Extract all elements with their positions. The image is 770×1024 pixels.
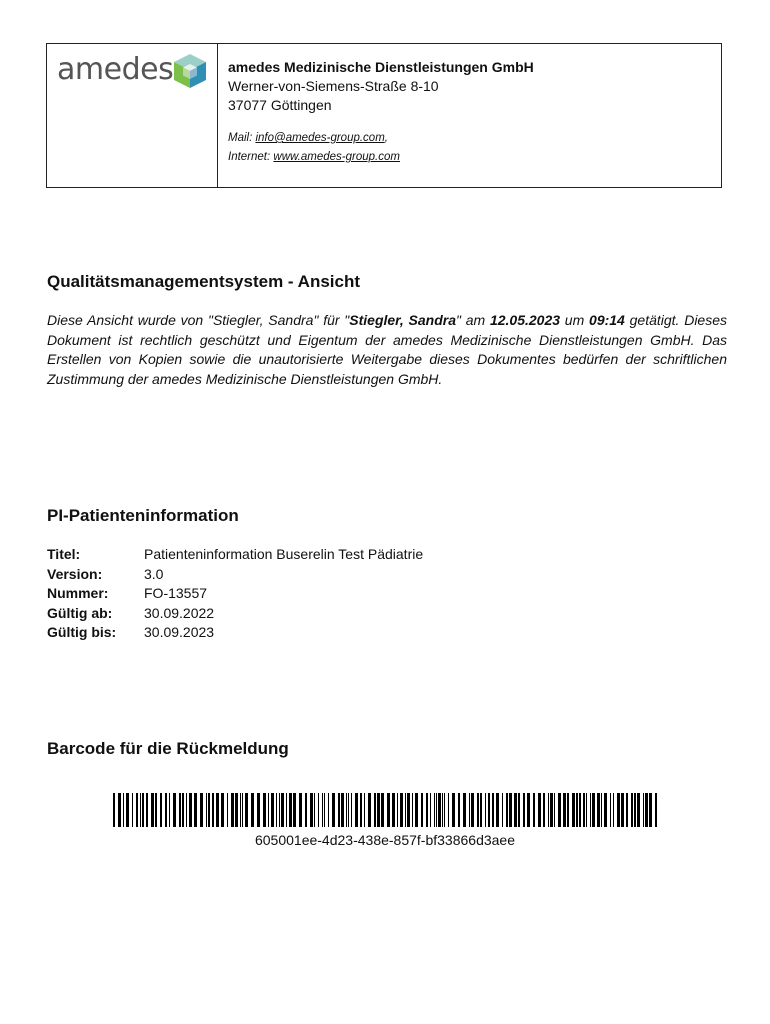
mail-link[interactable]: info@amedes-group.com [255,132,385,144]
meta-label: Version: [47,565,103,582]
barcode-image [113,793,657,827]
company-city: 37077 Göttingen [228,97,332,113]
meta-label: Titel: [47,546,81,562]
qms-notice [47,311,727,389]
meta-value: 30.09.2022 [144,604,215,621]
notice-part-2: " am [455,312,490,328]
amedes-logo: amedes [57,52,174,87]
meta-value: 3.0 [144,565,164,582]
barcode-heading: Barcode für die Rückmeldung [47,739,289,758]
qms-heading: Qualitätsmanagementsystem - Ansicht [47,272,361,291]
meta-row-valid-until [47,623,423,643]
meta-value: FO-13557 [144,585,208,601]
company-street: Werner-von-Siemens-Straße 8-10 [228,78,439,94]
mail-suffix: , [384,132,388,144]
company-name: amedes Medizinische Dienstleistungen GmbH [228,59,534,75]
cube-logo-icon [173,53,207,89]
notice-part-3: um [560,312,590,328]
meta-label: Nummer: [47,585,109,601]
meta-row-title [47,545,423,565]
header-box [46,43,722,188]
meta-row-valid-from [47,604,423,624]
barcode-code: 605001ee-4d23-438e-857f-bf33866d3aee [254,832,515,848]
meta-value: 30.09.2023 [144,624,215,640]
contact-info [228,129,534,167]
notice-user: Stiegler, Sandra [349,312,456,328]
notice-part-4: getätigt. Dieses Dokument ist rechtlich geschützt und Eigentum der amedes Medizinische Dienstleistungen GmbH. Das Erstellen von Kopien sowie die unautorisierte Weitergabe dieses Dokumentes bedürfen der schriftlichen Zustimmung der amedes Medizinische Dienstleistungen GmbH. [47,312,727,387]
meta-value: Patienteninformation Buserelin Test Pädiatrie [144,546,424,562]
meta-label: Gültig ab: [47,604,113,621]
pi-metadata-table [47,545,423,643]
mail-line [228,129,534,148]
company-info [218,44,534,187]
internet-link[interactable]: www.amedes-group.com [273,151,400,163]
meta-row-number [47,584,423,604]
mail-label: Mail: [228,132,256,144]
logo-cell [47,44,218,187]
notice-date: 12.05.2023 [489,312,561,328]
internet-label: Internet: [228,151,274,163]
internet-line [228,148,534,167]
notice-time: 09:14 [589,312,625,328]
pi-heading: PI-Patienteninformation [47,506,239,525]
notice-part-1: Diese Ansicht wurde von "Stiegler, Sandra" für " [47,312,350,328]
meta-label: Gültig bis: [47,624,117,640]
meta-row-version [47,565,423,585]
